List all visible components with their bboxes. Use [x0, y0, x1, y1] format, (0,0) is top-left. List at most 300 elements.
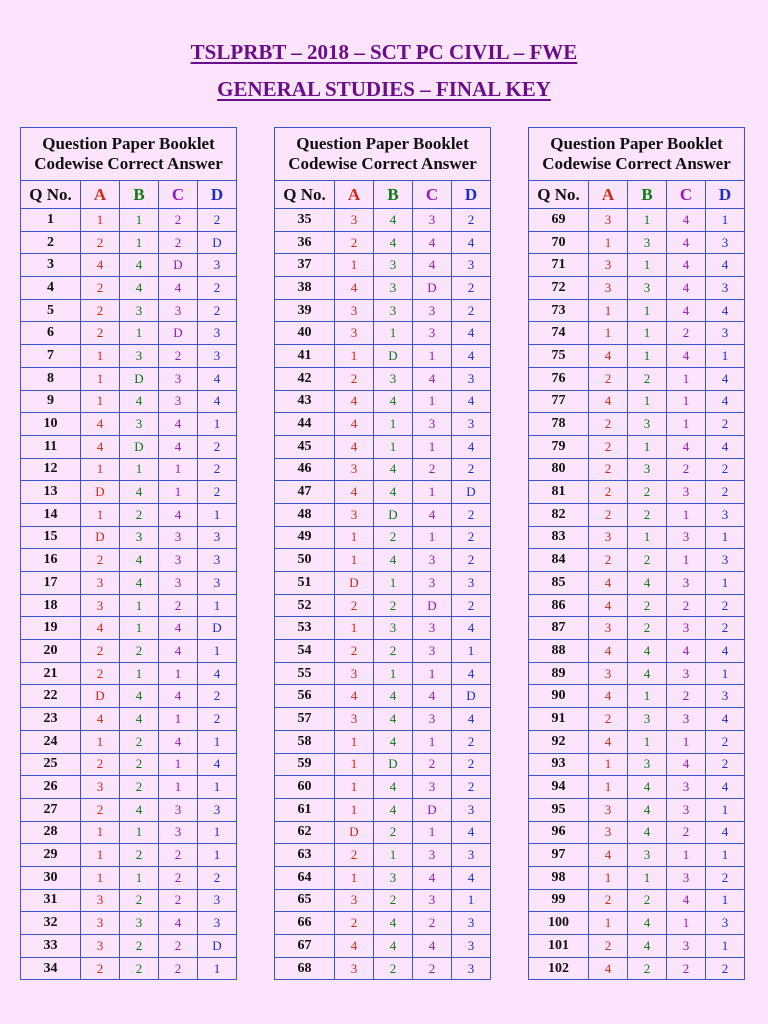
answer-b: D: [374, 345, 413, 368]
question-number: 63: [275, 844, 335, 867]
answer-c: 2: [667, 458, 706, 481]
answer-d: 2: [706, 594, 745, 617]
answer-b: 4: [374, 209, 413, 232]
table-row: [275, 458, 491, 481]
answer-a: 2: [335, 912, 374, 935]
answer-b: 2: [374, 957, 413, 980]
answer-c: 4: [667, 345, 706, 368]
answer-d: 2: [198, 458, 237, 481]
answer-a: 3: [335, 299, 374, 322]
answer-c: 1: [667, 730, 706, 753]
answer-d: 1: [198, 640, 237, 663]
table-row: [529, 458, 745, 481]
answer-d: 4: [452, 821, 491, 844]
answer-d: 2: [452, 503, 491, 526]
answer-c: 2: [413, 753, 452, 776]
answer-c: 3: [413, 617, 452, 640]
table-row: [21, 367, 237, 390]
table-row: [21, 798, 237, 821]
table-row: [529, 708, 745, 731]
answer-a: 2: [589, 503, 628, 526]
answer-d: 2: [198, 866, 237, 889]
answer-b: 1: [120, 322, 159, 345]
question-number: 37: [275, 254, 335, 277]
answer-c: 1: [667, 390, 706, 413]
answer-a: 1: [589, 753, 628, 776]
answer-d: 3: [198, 572, 237, 595]
answer-c: 1: [413, 435, 452, 458]
table-row: [275, 798, 491, 821]
answer-a: 3: [589, 662, 628, 685]
header-booklet-d: D: [452, 181, 491, 209]
table-row: [529, 390, 745, 413]
answer-c: 2: [159, 231, 198, 254]
answer-d: 2: [198, 685, 237, 708]
answer-d: 2: [452, 594, 491, 617]
header-booklet-a: A: [589, 181, 628, 209]
answer-a: 2: [81, 957, 120, 980]
answer-a: 2: [335, 844, 374, 867]
answer-a: 2: [589, 458, 628, 481]
answer-a: 3: [589, 526, 628, 549]
table-row: [21, 526, 237, 549]
answer-d: 2: [198, 209, 237, 232]
question-number: 91: [529, 708, 589, 731]
answer-a: 3: [335, 322, 374, 345]
answer-a: 1: [335, 345, 374, 368]
answer-b: 4: [374, 549, 413, 572]
answer-b: 2: [120, 730, 159, 753]
answer-a: 1: [81, 367, 120, 390]
question-number: 25: [21, 753, 81, 776]
answer-b: 4: [374, 481, 413, 504]
answer-b: 1: [120, 821, 159, 844]
table-row: [529, 594, 745, 617]
answer-a: 3: [81, 594, 120, 617]
answer-c: D: [413, 277, 452, 300]
table-row: [21, 889, 237, 912]
question-number: 47: [275, 481, 335, 504]
answer-c: 2: [159, 209, 198, 232]
answer-c: 3: [413, 299, 452, 322]
table-row: [529, 231, 745, 254]
answer-b: 2: [374, 594, 413, 617]
answer-a: 1: [81, 209, 120, 232]
answer-b: 2: [628, 889, 667, 912]
table-row: [529, 345, 745, 368]
answer-d: 2: [198, 277, 237, 300]
table-row: [21, 640, 237, 663]
question-number: 30: [21, 866, 81, 889]
answer-b: D: [120, 367, 159, 390]
question-number: 39: [275, 299, 335, 322]
table-row: [21, 458, 237, 481]
table-row: [529, 912, 745, 935]
question-number: 94: [529, 776, 589, 799]
table-row: [529, 821, 745, 844]
question-number: 99: [529, 889, 589, 912]
answer-b: 2: [628, 957, 667, 980]
answer-a: 3: [589, 617, 628, 640]
answer-c: 4: [159, 413, 198, 436]
table-caption: [275, 128, 491, 181]
question-number: 18: [21, 594, 81, 617]
answer-c: 2: [413, 957, 452, 980]
answer-c: D: [159, 322, 198, 345]
answer-b: 1: [120, 458, 159, 481]
answer-b: 4: [628, 662, 667, 685]
answer-d: 2: [198, 708, 237, 731]
answer-b: 1: [374, 413, 413, 436]
table-row: [529, 617, 745, 640]
answer-a: 1: [589, 231, 628, 254]
answer-d: 1: [706, 798, 745, 821]
answer-b: 2: [374, 821, 413, 844]
answer-a: 1: [81, 390, 120, 413]
answer-c: 4: [413, 254, 452, 277]
answer-a: 1: [335, 866, 374, 889]
answer-b: 4: [120, 277, 159, 300]
answer-d: 4: [452, 231, 491, 254]
answer-d: 1: [706, 889, 745, 912]
table-row: [21, 209, 237, 232]
question-number: 4: [21, 277, 81, 300]
answer-c: 1: [159, 481, 198, 504]
table-row: [275, 526, 491, 549]
answer-a: 2: [589, 481, 628, 504]
answer-c: 4: [667, 299, 706, 322]
answer-d: 2: [452, 209, 491, 232]
table-row: [275, 776, 491, 799]
answer-b: 3: [628, 231, 667, 254]
table-row: [21, 594, 237, 617]
question-number: 23: [21, 708, 81, 731]
table-row: [21, 685, 237, 708]
table-row: [275, 413, 491, 436]
table-row: [275, 549, 491, 572]
answer-c: 3: [413, 889, 452, 912]
answer-b: 4: [374, 458, 413, 481]
answer-a: 3: [589, 254, 628, 277]
answer-c: 1: [667, 413, 706, 436]
answer-c: 3: [159, 821, 198, 844]
table-row: [275, 617, 491, 640]
answer-a: 2: [335, 594, 374, 617]
table-row: [275, 640, 491, 663]
table-row: [529, 753, 745, 776]
answer-c: 3: [413, 549, 452, 572]
answer-b: 1: [628, 435, 667, 458]
answer-a: 1: [335, 730, 374, 753]
question-number: 96: [529, 821, 589, 844]
answer-c: D: [413, 798, 452, 821]
answer-c: 1: [159, 753, 198, 776]
answer-b: 4: [374, 798, 413, 821]
answer-b: D: [120, 435, 159, 458]
answer-b: 4: [628, 640, 667, 663]
answer-key-table: [20, 127, 237, 980]
answer-b: 3: [374, 866, 413, 889]
answer-b: 2: [120, 503, 159, 526]
answer-a: 2: [589, 935, 628, 958]
answer-c: 2: [159, 594, 198, 617]
question-number: 31: [21, 889, 81, 912]
answer-d: 1: [706, 844, 745, 867]
answer-d: 1: [198, 957, 237, 980]
answer-c: 4: [667, 254, 706, 277]
answer-b: 2: [628, 481, 667, 504]
table-row: [275, 866, 491, 889]
answer-c: 2: [667, 322, 706, 345]
question-number: 29: [21, 844, 81, 867]
question-number: 73: [529, 299, 589, 322]
answer-b: 3: [374, 617, 413, 640]
answer-d: 3: [452, 912, 491, 935]
answer-d: 1: [198, 503, 237, 526]
answer-c: 4: [413, 231, 452, 254]
answer-c: 1: [667, 844, 706, 867]
title-text-1: TSLPRBT – 2018 – SCT PC CIVIL – FWE: [190, 40, 578, 64]
answer-b: 4: [628, 935, 667, 958]
question-number: 85: [529, 572, 589, 595]
table-row: [529, 730, 745, 753]
table-row: [529, 435, 745, 458]
answer-c: 2: [667, 594, 706, 617]
answer-a: 1: [335, 776, 374, 799]
table-row: [21, 413, 237, 436]
answer-a: 4: [335, 481, 374, 504]
table-row: [275, 299, 491, 322]
question-number: 35: [275, 209, 335, 232]
answer-d: 3: [706, 549, 745, 572]
question-number: 56: [275, 685, 335, 708]
question-number: 2: [21, 231, 81, 254]
answer-d: 2: [706, 957, 745, 980]
answer-c: 2: [159, 844, 198, 867]
answer-a: 4: [335, 390, 374, 413]
answer-d: 2: [706, 866, 745, 889]
answer-b: 4: [628, 798, 667, 821]
answer-a: 1: [335, 526, 374, 549]
table-row: [275, 435, 491, 458]
answer-b: 3: [374, 277, 413, 300]
answer-c: 1: [667, 503, 706, 526]
header-booklet-b: B: [374, 181, 413, 209]
answer-c: 4: [159, 277, 198, 300]
answer-d: 3: [198, 912, 237, 935]
answer-c: D: [413, 594, 452, 617]
question-number: 32: [21, 912, 81, 935]
answer-d: 4: [452, 345, 491, 368]
answer-a: 2: [589, 367, 628, 390]
question-number: 24: [21, 730, 81, 753]
table-row: [529, 866, 745, 889]
question-number: 82: [529, 503, 589, 526]
answer-c: 4: [159, 912, 198, 935]
question-number: 10: [21, 413, 81, 436]
table-row: [529, 481, 745, 504]
answer-b: 4: [374, 685, 413, 708]
answer-d: 2: [452, 277, 491, 300]
answer-d: 2: [452, 776, 491, 799]
answer-c: 3: [667, 617, 706, 640]
answer-c: 4: [667, 889, 706, 912]
answer-key-table: [528, 127, 745, 980]
answer-d: D: [198, 231, 237, 254]
answer-c: 4: [413, 935, 452, 958]
question-number: 33: [21, 935, 81, 958]
table-row: [275, 209, 491, 232]
answer-a: 2: [335, 231, 374, 254]
header-booklet-a: A: [335, 181, 374, 209]
answer-a: 2: [589, 413, 628, 436]
question-number: 21: [21, 662, 81, 685]
answer-c: 2: [159, 957, 198, 980]
answer-c: 3: [667, 776, 706, 799]
caption-line-2: Codewise Correct Answer: [542, 154, 731, 173]
answer-c: 1: [159, 458, 198, 481]
answer-b: 4: [120, 798, 159, 821]
answer-b: 1: [628, 730, 667, 753]
answer-c: 2: [667, 685, 706, 708]
answer-b: 3: [374, 254, 413, 277]
question-number: 60: [275, 776, 335, 799]
table-row: [529, 209, 745, 232]
question-number: 80: [529, 458, 589, 481]
answer-c: 3: [667, 708, 706, 731]
table-row: [275, 367, 491, 390]
answer-d: 3: [706, 503, 745, 526]
answer-a: 1: [335, 798, 374, 821]
question-number: 45: [275, 435, 335, 458]
header-booklet-a: A: [81, 181, 120, 209]
answer-c: 1: [413, 821, 452, 844]
answer-a: 1: [81, 730, 120, 753]
answer-a: 2: [81, 231, 120, 254]
answer-c: 3: [159, 367, 198, 390]
answer-a: 3: [335, 209, 374, 232]
answer-d: 4: [452, 322, 491, 345]
question-number: 83: [529, 526, 589, 549]
table-row: [529, 322, 745, 345]
answer-d: 4: [198, 390, 237, 413]
answer-a: 4: [589, 345, 628, 368]
answer-b: 2: [628, 367, 667, 390]
answer-b: 3: [628, 753, 667, 776]
table-row: [21, 435, 237, 458]
answer-d: 3: [198, 526, 237, 549]
header-qno: Q No.: [275, 181, 335, 209]
question-number: 92: [529, 730, 589, 753]
header-booklet-c: C: [667, 181, 706, 209]
question-number: 97: [529, 844, 589, 867]
answer-a: 4: [589, 730, 628, 753]
table-caption: [21, 128, 237, 181]
answer-d: 1: [452, 889, 491, 912]
answer-a: 1: [81, 345, 120, 368]
answer-b: 4: [374, 390, 413, 413]
table-row: [275, 889, 491, 912]
answer-c: 4: [413, 866, 452, 889]
answer-d: 1: [706, 345, 745, 368]
answer-a: 4: [335, 413, 374, 436]
answer-d: 2: [198, 299, 237, 322]
answer-c: 4: [159, 617, 198, 640]
answer-d: 2: [452, 526, 491, 549]
question-number: 100: [529, 912, 589, 935]
table-row: [21, 844, 237, 867]
answer-a: 3: [81, 935, 120, 958]
answer-a: 2: [589, 708, 628, 731]
answer-c: 1: [667, 367, 706, 390]
answer-d: 3: [198, 889, 237, 912]
table-row: [529, 413, 745, 436]
answer-a: 4: [589, 594, 628, 617]
answer-c: 3: [413, 413, 452, 436]
answer-d: 1: [198, 730, 237, 753]
answer-d: 4: [452, 708, 491, 731]
answer-a: 4: [81, 708, 120, 731]
answer-d: 3: [452, 367, 491, 390]
table-row: [275, 503, 491, 526]
answer-d: 3: [452, 413, 491, 436]
table-row: [529, 277, 745, 300]
answer-a: 3: [589, 209, 628, 232]
answer-c: 3: [159, 798, 198, 821]
answer-a: 2: [81, 640, 120, 663]
table-row: [529, 299, 745, 322]
table-row: [275, 254, 491, 277]
table-row: [21, 730, 237, 753]
title-line-2: [0, 77, 768, 102]
answer-d: 3: [706, 231, 745, 254]
header-qno: Q No.: [529, 181, 589, 209]
table-row: [21, 322, 237, 345]
table-row: [529, 367, 745, 390]
question-number: 11: [21, 435, 81, 458]
table-row: [275, 277, 491, 300]
table-row: [275, 572, 491, 595]
table-row: [529, 798, 745, 821]
answer-c: 4: [667, 231, 706, 254]
answer-a: 2: [81, 753, 120, 776]
answer-d: 1: [198, 776, 237, 799]
table-caption: [529, 128, 745, 181]
answer-a: 4: [589, 640, 628, 663]
answer-a: 3: [81, 912, 120, 935]
answer-b: 1: [120, 617, 159, 640]
answer-c: 2: [159, 345, 198, 368]
answer-c: 3: [667, 866, 706, 889]
answer-b: 4: [374, 231, 413, 254]
answer-a: 3: [589, 277, 628, 300]
answer-c: 1: [413, 390, 452, 413]
answer-a: 1: [81, 503, 120, 526]
answer-a: 4: [589, 844, 628, 867]
answer-b: 2: [374, 889, 413, 912]
answer-b: D: [374, 753, 413, 776]
answer-b: 4: [120, 481, 159, 504]
answer-c: 2: [159, 889, 198, 912]
table-row: [275, 821, 491, 844]
question-number: 89: [529, 662, 589, 685]
table-row: [21, 299, 237, 322]
answer-c: 3: [667, 662, 706, 685]
question-number: 59: [275, 753, 335, 776]
answer-b: 1: [374, 435, 413, 458]
answer-b: 3: [120, 912, 159, 935]
question-number: 13: [21, 481, 81, 504]
